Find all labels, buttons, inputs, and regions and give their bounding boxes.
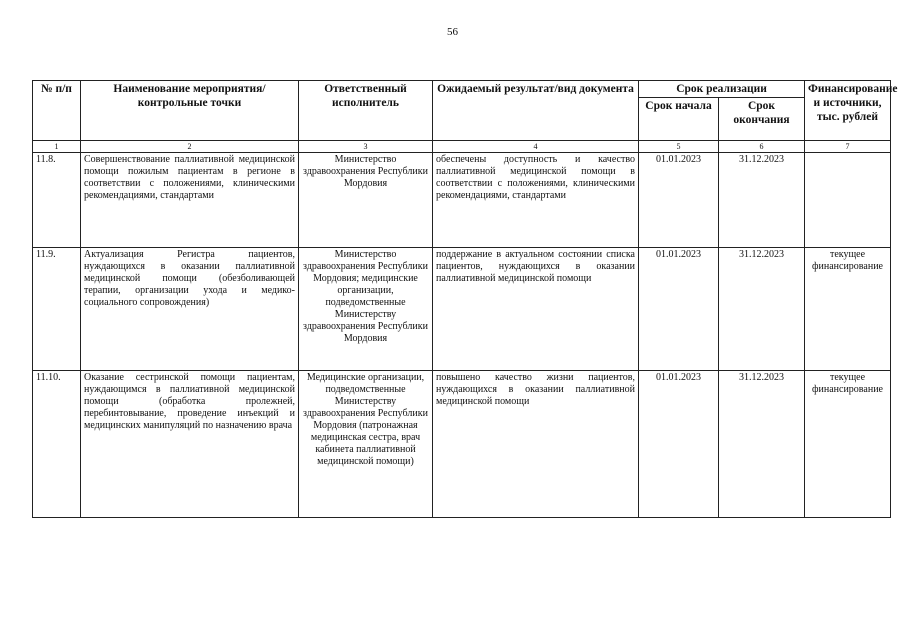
activity-name: Оказание сестринской помощи пациентам, нуждающимся в паллиативной медицинской помощи (обработка пролежней, перебинтовывание, проведение инъекций и медицинских манипуляций по назначению врача: [81, 371, 299, 518]
end-date: 31.12.2023: [719, 248, 805, 371]
column-number: 7: [805, 141, 891, 153]
header-result: Ожидаемый результат/вид документа: [433, 81, 639, 141]
table-row: [33, 248, 891, 371]
table-row: [33, 371, 891, 518]
column-number: 4: [433, 141, 639, 153]
column-number: 3: [299, 141, 433, 153]
executor: Министерство здравоохранения Республики Мордовия: [299, 153, 433, 248]
column-number: 2: [81, 141, 299, 153]
header-period: Срок реализации: [639, 81, 805, 98]
executor: Министерство здравоохранения Республики Мордовия; медицинские организации, подведомственные Министерству здравоохранения Республики Мордовия: [299, 248, 433, 371]
header-executor: Ответственный исполнитель: [299, 81, 433, 141]
expected-result: поддержание в актуальном состоянии списка пациентов, нуждающихся в оказании паллиативной медицинской помощи: [433, 248, 639, 371]
start-date: 01.01.2023: [639, 248, 719, 371]
header-name: Наименование мероприятия/ контрольные точки: [81, 81, 299, 141]
financing: [805, 153, 891, 248]
page-number: 56: [447, 26, 458, 38]
header-start: Срок начала: [639, 98, 719, 141]
header-finance: Финансирование и источники, тыс. рублей: [805, 81, 891, 141]
expected-result: повышено качество жизни пациентов, нуждающихся в оказании паллиативной медицинской помощи: [433, 371, 639, 518]
activity-name: Совершенствование паллиативной медицинской помощи пожилым пациентам в регионе в соответствии с положениями, клиническими рекомендациями, стандартами: [81, 153, 299, 248]
financing: текущее финансирование: [805, 371, 891, 518]
row-number: 11.10.: [33, 371, 81, 518]
start-date: 01.01.2023: [639, 153, 719, 248]
header-end: Срок окончания: [719, 98, 805, 141]
expected-result: обеспечены доступность и качество паллиативной медицинской помощи в соответствии с положениями, клиническими рекомендациями, стандартами: [433, 153, 639, 248]
start-date: 01.01.2023: [639, 371, 719, 518]
activity-name: Актуализация Регистра пациентов, нуждающихся в оказании паллиативной медицинской помощи (обезболивающей терапии, организации ухода и медико-социального сопровождения): [81, 248, 299, 371]
end-date: 31.12.2023: [719, 153, 805, 248]
row-number: 11.9.: [33, 248, 81, 371]
financing: текущее финансирование: [805, 248, 891, 371]
activity-table: [32, 80, 898, 518]
table-row: [33, 153, 891, 248]
row-number: 11.8.: [33, 153, 81, 248]
column-number: 1: [33, 141, 81, 153]
column-number: 6: [719, 141, 805, 153]
end-date: 31.12.2023: [719, 371, 805, 518]
executor: Медицинские организации, подведомственные Министерству здравоохранения Республики Мордовия (патронажная медицинская сестра, врач кабинета паллиативной медицинской помощи): [299, 371, 433, 518]
header-num: № п/п: [33, 81, 81, 141]
column-number: 5: [639, 141, 719, 153]
